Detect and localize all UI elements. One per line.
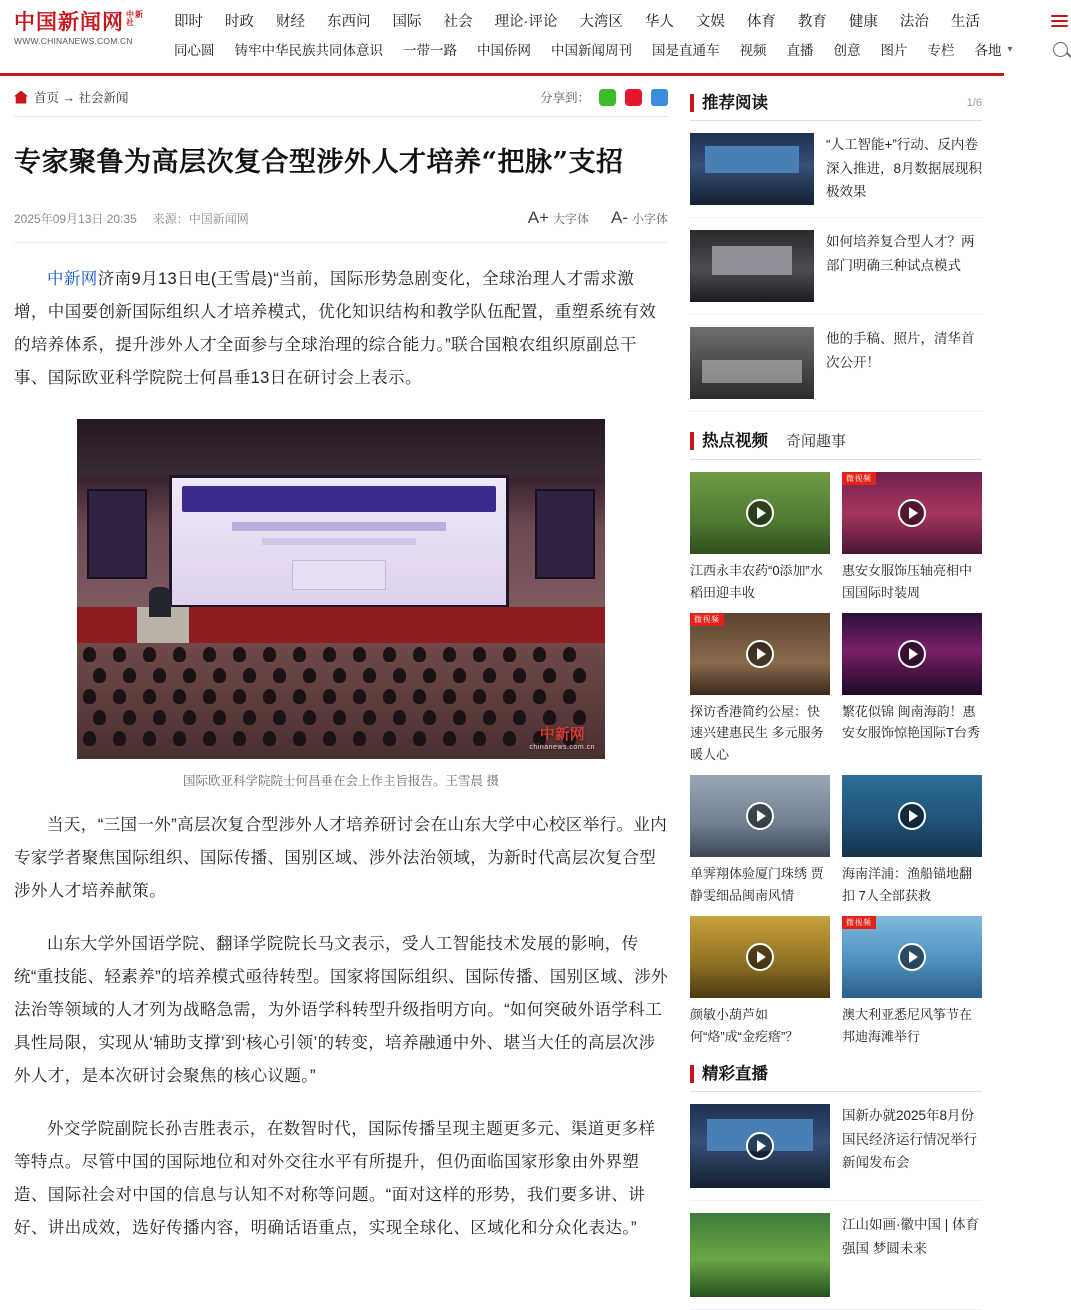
nav-item[interactable]: 时政 — [225, 14, 254, 30]
thumbnail — [690, 472, 830, 554]
home-icon[interactable] — [14, 91, 28, 104]
nav-item[interactable]: 财经 — [276, 14, 305, 30]
nav-item[interactable]: 理论·评论 — [494, 14, 558, 30]
thumbnail — [690, 613, 830, 695]
video-caption: 探访香港简约公屋：快速兴建惠民生 多元服务暖人心 — [690, 704, 824, 762]
logo-title: 中国新闻网 中新 社 — [14, 9, 144, 34]
video-caption: 惠安女服饰压轴亮相中国国际时装周 — [842, 563, 973, 600]
list-item[interactable] — [690, 1201, 982, 1310]
recommend-title: 推荐阅读 — [690, 94, 768, 112]
nav-row-secondary — [174, 37, 1068, 65]
breadcrumb — [14, 76, 668, 117]
nav-item[interactable]: 大湾区 — [579, 14, 623, 30]
article-body — [14, 143, 668, 1245]
page-title: 专家聚鲁为高层次复合型涉外人才培养“把脉”支招 — [14, 147, 624, 178]
mobile-icon[interactable] — [651, 89, 668, 106]
list-item-label: 江山如画·徽中国 | 体育强国 梦圆未来 — [842, 1217, 980, 1256]
font-size-controls — [528, 208, 668, 228]
play-icon[interactable] — [898, 499, 926, 527]
video-caption: 澳大利亚悉尼风筝节在邦迪海滩举行 — [842, 1007, 973, 1044]
article-paragraph — [14, 263, 668, 395]
thumbnail — [690, 916, 830, 998]
nav-item[interactable]: 同心圆 — [174, 43, 215, 58]
thumbnail — [690, 327, 814, 399]
play-icon[interactable] — [746, 640, 774, 668]
article-source: 来源：中国新闻网 — [152, 211, 249, 226]
figure-caption: 国际欧亚科学院院士何昌垂在会上作主旨报告。王雪晨 摄 — [183, 774, 499, 789]
thumbnail — [842, 613, 982, 695]
play-icon[interactable] — [746, 499, 774, 527]
font-shrink-button[interactable]: A- 小字体 — [610, 208, 668, 228]
article-paragraph: 山东大学外国语学院、翻译学院院长马文表示，受人工智能技术发展的影响，传统“重技能、轻素养”的培养模式亟待转型。国家将国际组织、国际传播、国别区域、涉外法治等领域的人才列为战略急需，为外语学科转型升级指明方向。“如何突破外语学科工具性局限，实现从‘辅助支撑’到‘核心引领’的转变，培养融通中外、堪当大任的高层次涉外人才，是本次研讨会聚焦的核心议题。” — [14, 935, 668, 1086]
figure-image — [77, 419, 605, 759]
wechat-icon[interactable] — [599, 89, 616, 106]
nav-row-primary — [174, 6, 1068, 37]
video-card[interactable] — [690, 775, 830, 906]
video-card[interactable] — [690, 916, 830, 1047]
article-meta — [14, 208, 668, 243]
share-bar — [540, 88, 668, 106]
thumbnail — [690, 133, 814, 205]
thumbnail — [842, 472, 982, 554]
hamburger-icon[interactable] — [1051, 12, 1068, 30]
video-tag: 微视频 — [842, 472, 876, 485]
article-column — [14, 76, 668, 1310]
nav-item[interactable]: 直播 — [786, 43, 814, 58]
video-caption: 单霁翔体验厦门珠绣 贾静雯细品闽南风情 — [690, 866, 824, 903]
nav-item[interactable]: 中国侨网 — [477, 43, 531, 58]
video-caption: 海南洋浦：渔船锚地翻扣 7人全部获救 — [842, 866, 973, 903]
nav-item[interactable]: 东西问 — [327, 14, 371, 30]
video-tag: 微视频 — [842, 916, 876, 929]
nav-item[interactable]: 中国新闻周刊 — [551, 43, 632, 58]
list-item[interactable] — [690, 121, 982, 218]
nav-item[interactable]: 各地 — [974, 43, 1002, 58]
nav-item[interactable]: 即时 — [174, 14, 203, 30]
list-item-label: 国新办就2025年8月份国民经济运行情况举行新闻发布会 — [842, 1108, 977, 1171]
sidebar — [690, 76, 982, 1310]
search-icon[interactable] — [1053, 42, 1068, 57]
nav-item[interactable]: 视频 — [739, 43, 767, 58]
site-header — [0, 0, 1013, 76]
nav-item[interactable]: 国是直通车 — [652, 43, 720, 58]
list-item-label: 如何培养复合型人才？两部门明确三种试点模式 — [826, 234, 975, 273]
video-title-secondary[interactable]: 奇闻趣事 — [786, 433, 847, 451]
publish-date: 2025年09月13日 20:35 — [14, 211, 137, 226]
list-item[interactable] — [690, 218, 982, 315]
video-card[interactable] — [690, 472, 830, 603]
article-figure — [14, 419, 668, 789]
video-title: 热点视频 — [690, 432, 768, 450]
video-grid — [690, 460, 982, 1047]
paragraph-text: 济南9月13日电(王雪晨)“当前，国际形势急剧变化，全球治理人才需求激增，中国要创新国际组织人才培养模式，优化知识结构和教学队伍配置，重塑系统有效的培养体系，提升涉外人才全面参与全球治理的综合能力。”联合国粮农组织原副总干事、国际欧亚科学院院士何昌垂13日在研讨会上表示。 — [14, 270, 657, 388]
nav-item[interactable]: 国际 — [392, 14, 422, 30]
thumbnail — [842, 775, 982, 857]
thumbnail — [842, 916, 982, 998]
article-paragraph: 当天，“三国一外”高层次复合型涉外人才培养研讨会在山东大学中心校区举行。业内专家学者聚焦国际组织、国际传播、国别区域、涉外法治领域，为新时代高层次复合型涉外人才培养献策。 — [14, 816, 668, 901]
video-card[interactable] — [842, 916, 982, 1047]
list-item[interactable] — [690, 315, 982, 412]
video-card[interactable] — [842, 472, 982, 603]
site-logo[interactable] — [14, 6, 164, 46]
recommend-pager[interactable]: 1/6 — [966, 97, 982, 110]
main-navigation — [164, 6, 1068, 65]
video-tag: 微视频 — [690, 613, 724, 626]
video-caption: 繁花似锦 闽南海韵！惠安女服饰惊艳国际T台秀 — [842, 704, 980, 741]
thumbnail — [690, 1213, 830, 1297]
font-enlarge-button[interactable]: A+ 大字体 — [527, 208, 589, 228]
nav-item[interactable]: 生活 — [950, 14, 980, 30]
nav-item[interactable]: 社会 — [443, 14, 473, 30]
live-title: 精彩直播 — [690, 1065, 768, 1083]
weibo-icon[interactable] — [625, 89, 642, 106]
play-icon[interactable] — [898, 943, 926, 971]
nav-item[interactable]: 专栏 — [927, 43, 955, 58]
article-paragraph: 外交学院副院长孙吉胜表示，在数智时代，国际传播呈现主题更多元、渠道更多样等特点。尽管中国的国际地位和对外交往水平有所提升，但仍面临国家形象由外界塑造、国际社会对中国的信息与认知不对称等问题。“面对这样的形势，我们要多讲、讲好、讲出成效，选好传播内容，明确话语重点，实现全球化、区域化和分众化表达。” — [14, 1120, 656, 1238]
list-item[interactable] — [690, 1092, 982, 1201]
video-header — [690, 416, 982, 460]
image-watermark: 中新网 chinanews.com.cn — [529, 725, 595, 752]
thumbnail — [690, 230, 814, 302]
video-card[interactable] — [690, 613, 830, 765]
logo-subscript: 中新 社 — [126, 9, 144, 28]
nav-item[interactable]: 体育 — [746, 14, 776, 30]
logo-url: WWW.CHINANEWS.COM.CN — [14, 36, 133, 47]
video-card[interactable] — [842, 613, 982, 765]
list-item-label: “人工智能+”行动、反内卷深入推进，8月数据展现积极效果 — [826, 137, 983, 200]
recommend-header — [690, 80, 982, 121]
nav-item[interactable]: 健康 — [848, 14, 878, 30]
share-label: 分享到： — [539, 91, 590, 105]
nav-item[interactable]: 创意 — [833, 43, 861, 58]
page-body — [0, 76, 1004, 1310]
nav-item[interactable]: 教育 — [797, 14, 827, 30]
nav-item[interactable]: 铸牢中华民族共同体意识 — [234, 43, 383, 58]
source-link[interactable]: 中新网 — [47, 270, 98, 289]
list-item-label: 他的手稿、照片，清华首次公开！ — [826, 331, 975, 370]
nav-item[interactable]: 图片 — [880, 43, 908, 58]
chevron-down-icon[interactable]: ▾ — [1007, 43, 1013, 55]
nav-item[interactable]: 一带一路 — [403, 43, 457, 58]
video-caption: 江西永丰农药“0添加”水稻田迎丰收 — [690, 563, 823, 600]
nav-item[interactable]: 华人 — [644, 14, 674, 30]
video-card[interactable] — [842, 775, 982, 906]
thumbnail — [690, 1104, 830, 1188]
breadcrumb-text[interactable]: 首页 → 社会新闻 — [34, 91, 129, 105]
nav-item[interactable]: 文娱 — [695, 14, 725, 30]
play-icon[interactable] — [898, 640, 926, 668]
play-icon[interactable] — [746, 943, 774, 971]
live-header — [690, 1051, 982, 1092]
nav-item[interactable]: 法治 — [899, 14, 929, 30]
thumbnail — [690, 775, 830, 857]
video-caption: 颜敏小葫芦如何“烙”成“金疙瘩”？ — [690, 1007, 799, 1044]
